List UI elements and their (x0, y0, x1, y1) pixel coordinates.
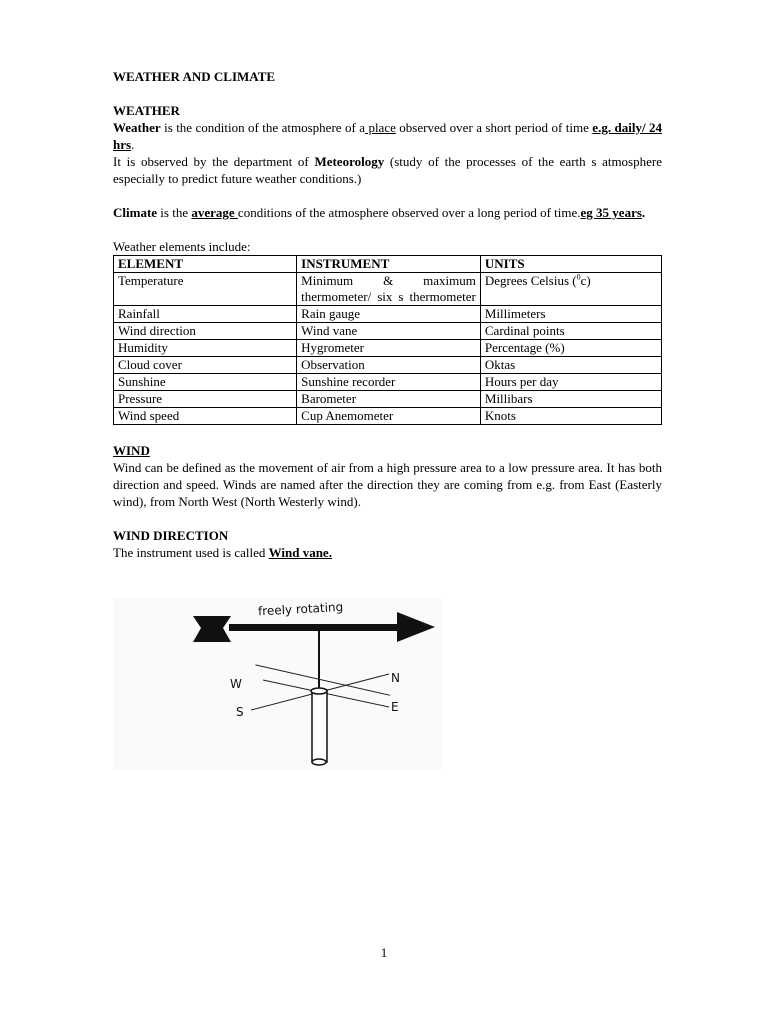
wind-direction-pre: The instrument used is called (113, 545, 269, 560)
cell-instrument: Hygrometer (297, 340, 481, 357)
header-units: UNITS (480, 256, 661, 273)
cell-element: Wind speed (114, 408, 297, 425)
cell-instrument: Rain gauge (297, 306, 481, 323)
diagram-label-n: N (391, 671, 400, 685)
elements-intro: Weather elements include: (113, 239, 251, 254)
wind-direction-text (113, 544, 662, 561)
diagram-label-s: S (236, 705, 244, 719)
weather-heading: WEATHER (113, 103, 180, 118)
cell-element: Temperature (114, 273, 297, 306)
cell-instrument: Cup Anemometer (297, 408, 481, 425)
wind-heading: WIND (113, 443, 150, 458)
header-element: ELEMENT (114, 256, 297, 273)
vane-post (312, 690, 327, 762)
weather-def-rest: observed over a short period of time (395, 120, 593, 135)
weather-term: Weather (113, 120, 161, 135)
climate-rest: conditions of the atmosphere observed over a long period of time. (237, 205, 581, 220)
diagram-label-e: E (391, 700, 399, 714)
climate-example: eg 35 years (580, 205, 642, 220)
table-row (114, 391, 662, 408)
cell-units (480, 273, 661, 306)
weather-elements-table (113, 255, 662, 425)
diagram-label-top: freely rotating (257, 599, 344, 619)
table-header-row (114, 256, 662, 273)
cell-element: Wind direction (114, 323, 297, 340)
table-row (114, 374, 662, 391)
cell-instrument: Barometer (297, 391, 481, 408)
cell-element: Rainfall (114, 306, 297, 323)
cell-element: Humidity (114, 340, 297, 357)
table-row (114, 408, 662, 425)
weather-def-place: place (365, 120, 396, 135)
post-top (311, 688, 327, 694)
cell-units: Oktas (480, 357, 661, 374)
weather-definition (113, 119, 662, 153)
cell-units: Percentage (%) (480, 340, 661, 357)
climate-term: Climate (113, 205, 158, 220)
cell-instrument: Sunshine recorder (297, 374, 481, 391)
table-row (114, 323, 662, 340)
cell-units: Cardinal points (480, 323, 661, 340)
cell-instrument: Minimum & maximum thermometer/ six s thermometer (297, 273, 481, 306)
weather-observation (113, 153, 662, 187)
units-pre: Degrees Celsius ( (484, 273, 577, 288)
cell-instrument: Wind vane (297, 323, 481, 340)
table-row (114, 340, 662, 357)
climate-definition (113, 204, 662, 221)
weather-obs-start: It is observed by the department of (113, 154, 315, 169)
wind-direction-heading: WIND DIRECTION (113, 528, 229, 543)
cell-units: Hours per day (480, 374, 661, 391)
climate-mid: is the (157, 205, 192, 220)
units-post: c) (580, 273, 591, 288)
wind-text: Wind can be defined as the movement of air from a high pressure area to a low pressure area. It has both direction and speed. Winds are named after the direction they are coming from e.g. from East (Easterly wind), from North West (North Westerly wind). (113, 460, 662, 509)
units-sup: 0 (576, 272, 581, 282)
weather-def-text: is the condition of the atmosphere of a (160, 120, 366, 135)
cell-units: Knots (480, 408, 661, 425)
page-number: 1 (380, 945, 388, 960)
table-row (114, 306, 662, 323)
climate-average: average (191, 205, 238, 220)
weather-def-example: e.g. daily/ 24 hrs (113, 120, 662, 152)
meteorology-term: Meteorology (314, 154, 385, 169)
wind-vane-diagram (113, 598, 443, 770)
arrow-shaft (229, 624, 399, 631)
cell-units: Millibars (480, 391, 661, 408)
cell-element: Sunshine (114, 374, 297, 391)
cell-instrument: Observation (297, 357, 481, 374)
wind-vane-term: Wind vane. (268, 545, 332, 560)
cell-units: Millimeters (480, 306, 661, 323)
cell-element: Pressure (114, 391, 297, 408)
diagram-label-w: W (230, 677, 242, 691)
document-title: WEATHER AND CLIMATE (113, 69, 276, 84)
weather-def-end: . (131, 137, 135, 152)
table-row (114, 357, 662, 374)
cell-element: Cloud cover (114, 357, 297, 374)
table-row (114, 273, 662, 306)
post-bottom (312, 759, 326, 765)
weather-obs-rest: (study of the processes of the earth s atmosphere especially to predict future weather conditions.) (113, 154, 662, 186)
header-instrument: INSTRUMENT (297, 256, 481, 273)
document-page (113, 68, 662, 561)
climate-end: . (641, 205, 646, 220)
